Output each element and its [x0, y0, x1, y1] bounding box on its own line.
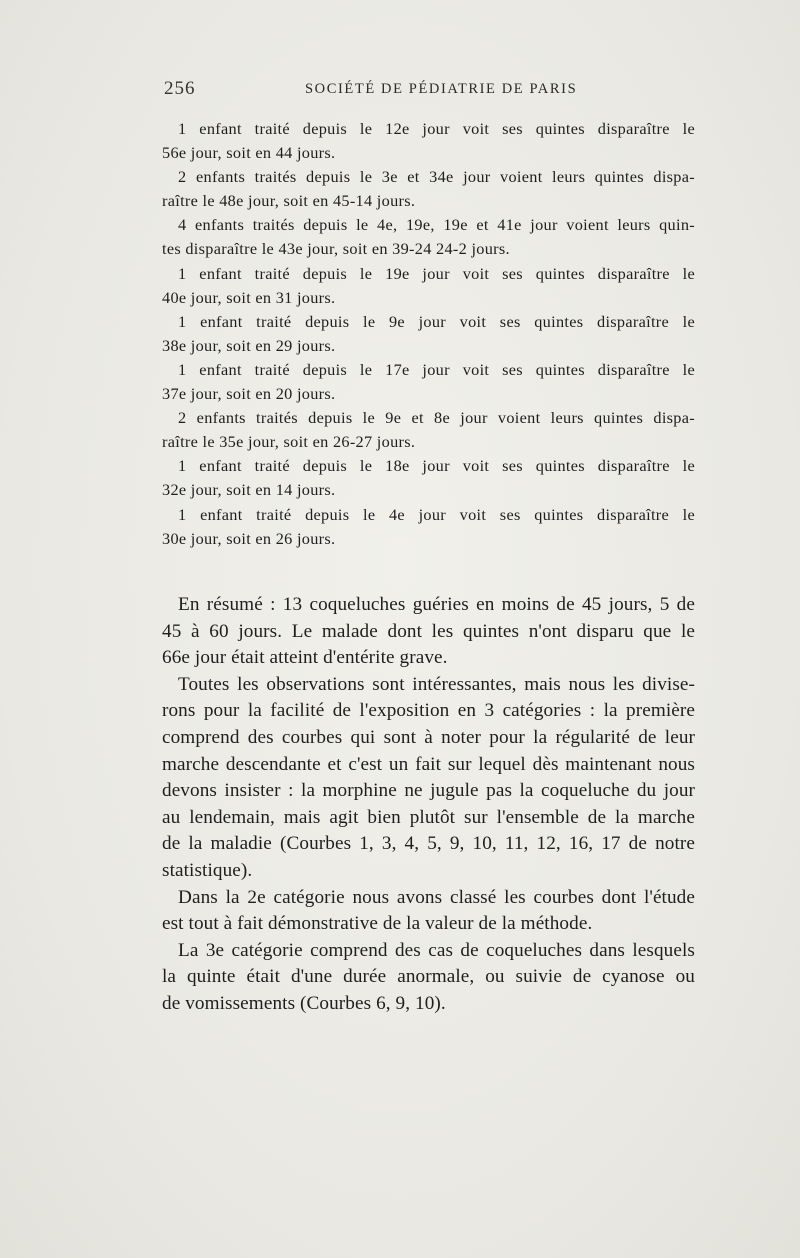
case-entry [162, 358, 695, 406]
text-line: tes disparaître le 43e jour, soit en 39-24 24-2 jours. [162, 239, 510, 259]
text-line: raître le 35e jour, soit en 26-27 jours. [162, 432, 416, 452]
text-line: est tout à fait démonstrative de la valeur de la méthode. [162, 913, 593, 935]
text-line: 4 enfants traités depuis le 4e, 19e, 19e et 41e jour voient leurs quin- [178, 215, 695, 235]
text-line: 40e jour, soit en 31 jours. [162, 287, 336, 307]
text-line: 1 enfant traité depuis le 19e jour voit ses quintes disparaître le [178, 263, 695, 283]
case-entry [162, 165, 695, 213]
text-line: 45 à 60 jours. Le malade dont les quintes n'ont disparu que le [162, 620, 695, 642]
text-line: Toutes les observations sont intéressantes, mais nous les divise- [178, 673, 695, 695]
text-line: 37e jour, soit en 20 jours. [162, 384, 336, 404]
journal-title: SOCIÉTÉ DE PÉDIATRIE DE PARIS [305, 81, 578, 97]
text-line: 32e jour, soit en 14 jours. [162, 480, 336, 500]
text-line: de vomissements (Courbes 6, 9, 10). [162, 992, 446, 1014]
running-head [160, 78, 695, 102]
case-entry [162, 503, 695, 551]
case-entry [162, 310, 695, 358]
paragraph-category-2 [162, 885, 695, 938]
text-line: 1 enfant traité depuis le 12e jour voit ses quintes disparaître le [178, 119, 695, 138]
case-entry [162, 262, 695, 310]
paragraph-observations [162, 672, 695, 885]
case-entry [162, 213, 695, 261]
text-line: la quinte était d'une durée anormale, ou suivie de cyanose ou [162, 966, 695, 988]
text-line: 56e jour, soit en 44 jours. [162, 143, 336, 163]
case-entry [162, 117, 695, 165]
text-line: raître le 48e jour, soit en 45-14 jours. [162, 191, 416, 211]
body-text [162, 592, 695, 1018]
text-line: 1 enfant traité depuis le 4e jour voit ses quintes disparaître le [178, 504, 695, 524]
text-line: au lendemain, mais agit bien plutôt sur l'ensemble de la marche [162, 806, 695, 828]
text-line: En résumé : 13 coqueluches guéries en moins de 45 jours, 5 de [178, 594, 695, 615]
text-line: 1 enfant traité depuis le 9e jour voit ses quintes disparaître le [178, 311, 695, 331]
text-line: 66e jour était atteint d'entérite grave. [162, 647, 448, 669]
page-number: 256 [164, 78, 196, 99]
case-list [162, 117, 695, 551]
text-line: 1 enfant traité depuis le 17e jour voit ses quintes disparaître le [178, 359, 695, 379]
text-line: de la maladie (Courbes 1, 3, 4, 5, 9, 10, 11, 12, 16, 17 de notre [162, 833, 695, 855]
text-line: devons insister : la morphine ne jugule pas la coqueluche du jour [162, 780, 695, 802]
text-line: La 3e catégorie comprend des cas de coqueluches dans lesquels [178, 939, 695, 961]
paragraph-summary [162, 592, 695, 672]
text-line: Dans la 2e catégorie nous avons classé les courbes dont l'étude [178, 886, 695, 908]
text-line: 30e jour, soit en 26 jours. [162, 528, 336, 548]
text-line: rons pour la facilité de l'exposition en 3 catégories : la première [162, 700, 695, 722]
text-line: 2 enfants traités depuis le 3e et 34e jour voient leurs quintes dispa- [178, 167, 695, 187]
case-entry [162, 454, 695, 502]
text-line: statistique). [162, 859, 253, 881]
text-line: 2 enfants traités depuis le 9e et 8e jour voient leurs quintes dispa- [178, 408, 695, 428]
text-line: 1 enfant traité depuis le 18e jour voit ses quintes disparaître le [178, 456, 695, 476]
text-line: comprend des courbes qui sont à noter pour la régularité de leur [162, 726, 695, 748]
paragraph-category-3 [162, 938, 695, 1018]
text-line: marche descendante et c'est un fait sur lequel dès maintenant nous [162, 753, 695, 775]
case-entry [162, 406, 695, 454]
text-line: 38e jour, soit en 29 jours. [162, 335, 336, 355]
